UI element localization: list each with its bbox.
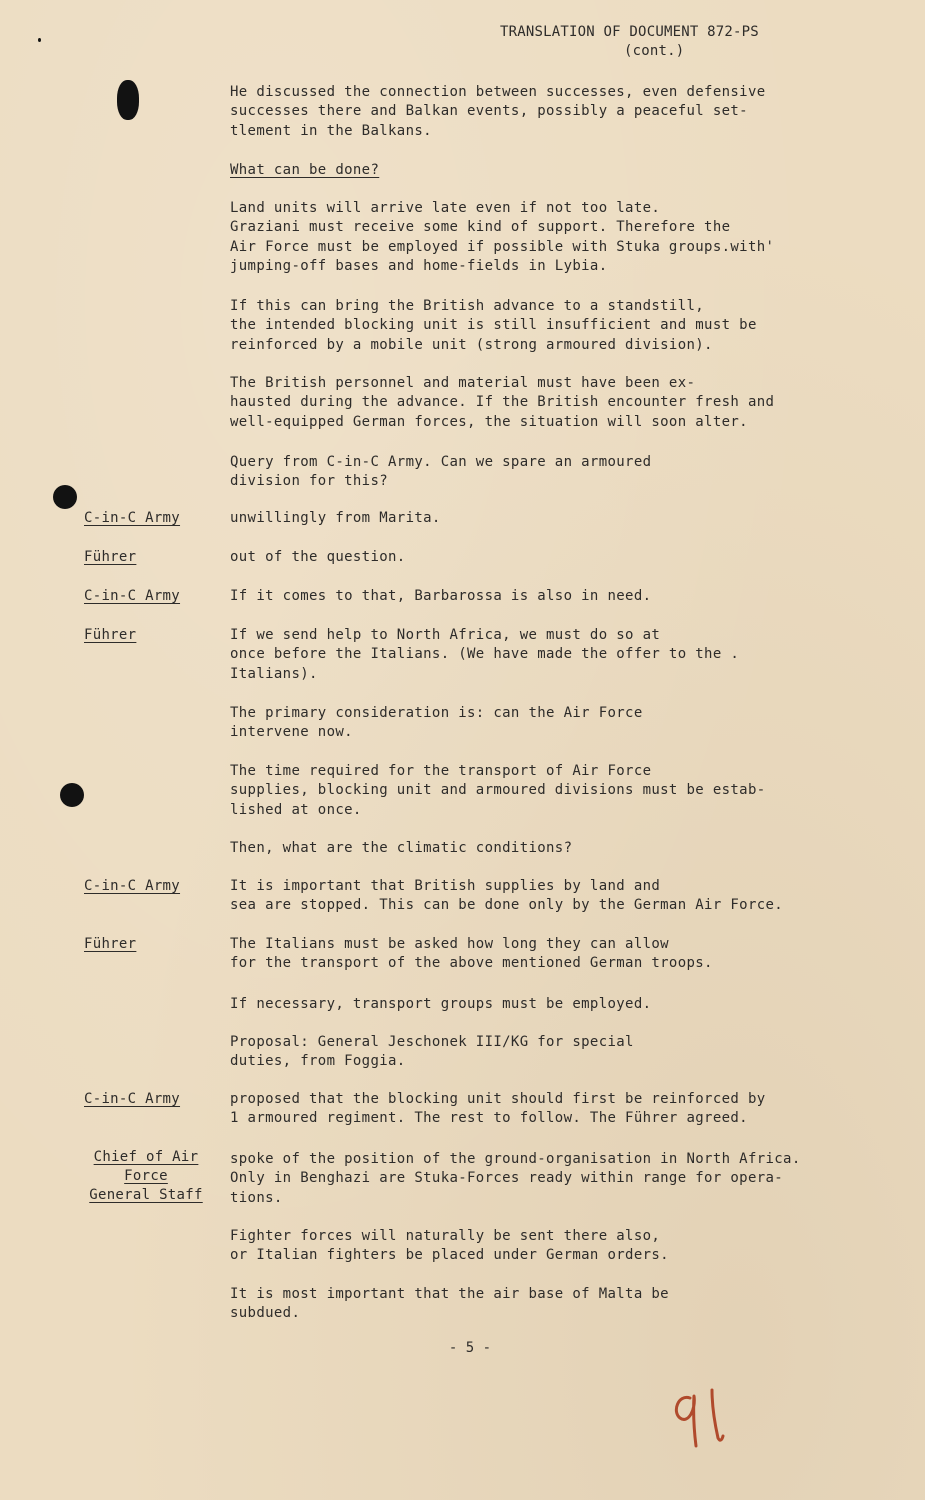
paragraph-17: Proposal: General Jeschonek III/KG for special duties, from Foggia. bbox=[230, 1034, 634, 1070]
paragraph-3: Land units will arrive late even if not too late. Graziani must receive some kind of support. Therefore the Air Force must be employed if possible with Stuka groups.with' jumping-off bases and home-fields in Lybia. bbox=[230, 200, 775, 275]
section-question: What can be done? bbox=[230, 162, 380, 178]
paragraph-12: The time required for the transport of Air Force supplies, blocking unit and armoured divisions must be estab- lished at once. bbox=[230, 763, 766, 818]
speaker-line: Chief of Air bbox=[93, 1149, 199, 1165]
paragraph-19: spoke of the position of the ground-organisation in North Africa. Only in Benghazi are Stuka-Forces ready within range for opera- tions. bbox=[230, 1151, 801, 1206]
paragraph-16: If necessary, transport groups must be employed. bbox=[230, 996, 652, 1012]
paragraph-21: It is most important that the air base of Malta be subdued. bbox=[230, 1286, 669, 1322]
speaker-fuhrer: Führer bbox=[84, 936, 137, 952]
paragraph-10: If we send help to North Africa, we must do so at once before the Italians. (We have made the offer to the . Italians). bbox=[230, 627, 740, 682]
paragraph-5: The British personnel and material must have been ex- hausted during the advance. If the British encounter fresh and well-equipped German forces, the situation will soon alter. bbox=[230, 375, 775, 430]
speaker-fuhrer: Führer bbox=[84, 549, 137, 565]
speaker-line: Force bbox=[124, 1168, 168, 1184]
paragraph-9: If it comes to that, Barbarossa is also in need. bbox=[230, 588, 652, 604]
punch-hole-middle bbox=[53, 485, 77, 509]
header-continued: (cont.) bbox=[624, 43, 685, 59]
paragraph-14: It is important that British supplies by land and sea are stopped. This can be done only by the German Air Force. bbox=[230, 878, 784, 914]
paragraph-20: Fighter forces will naturally be sent there also, or Italian fighters be placed under German orders. bbox=[230, 1228, 669, 1264]
header-title: TRANSLATION OF DOCUMENT 872-PS bbox=[500, 24, 759, 40]
speaker-fuhrer: Führer bbox=[84, 627, 137, 643]
handwritten-page-number bbox=[668, 1380, 748, 1450]
paragraph-8: out of the question. bbox=[230, 549, 406, 565]
speaker-chief-air-force-staff bbox=[80, 1148, 212, 1205]
punch-hole-lower bbox=[60, 783, 84, 807]
speaker-line: General Staff bbox=[89, 1187, 203, 1203]
paragraph-4: If this can bring the British advance to a standstill, the intended blocking unit is still insufficient and must be reinforced by a mobile unit (strong armoured division). bbox=[230, 298, 757, 353]
speaker-c-in-c-army: C-in-C Army bbox=[84, 510, 181, 526]
paragraph-13: Then, what are the climatic conditions? bbox=[230, 840, 573, 856]
punch-hole-top bbox=[117, 80, 139, 120]
speaker-c-in-c-army: C-in-C Army bbox=[84, 588, 181, 604]
paragraph-11: The primary consideration is: can the Air Force intervene now. bbox=[230, 705, 643, 741]
paragraph-6: Query from C-in-C Army. Can we spare an armoured division for this? bbox=[230, 454, 652, 490]
ink-speck bbox=[38, 38, 41, 42]
page-number: - 5 - bbox=[448, 1340, 492, 1356]
paragraph-18: proposed that the blocking unit should first be reinforced by 1 armoured regiment. The rest to follow. The Führer agreed. bbox=[230, 1091, 766, 1127]
paragraph-7: unwillingly from Marita. bbox=[230, 510, 441, 526]
document-header bbox=[500, 23, 860, 61]
paragraph-15: The Italians must be asked how long they can allow for the transport of the above mentioned German troops. bbox=[230, 936, 713, 972]
speaker-c-in-c-army: C-in-C Army bbox=[84, 1091, 181, 1107]
speaker-c-in-c-army: C-in-C Army bbox=[84, 878, 181, 894]
paragraph-1: He discussed the connection between successes, even defensive successes there and Balkan events, possibly a peaceful set- tlement in the Balkans. bbox=[230, 84, 766, 139]
